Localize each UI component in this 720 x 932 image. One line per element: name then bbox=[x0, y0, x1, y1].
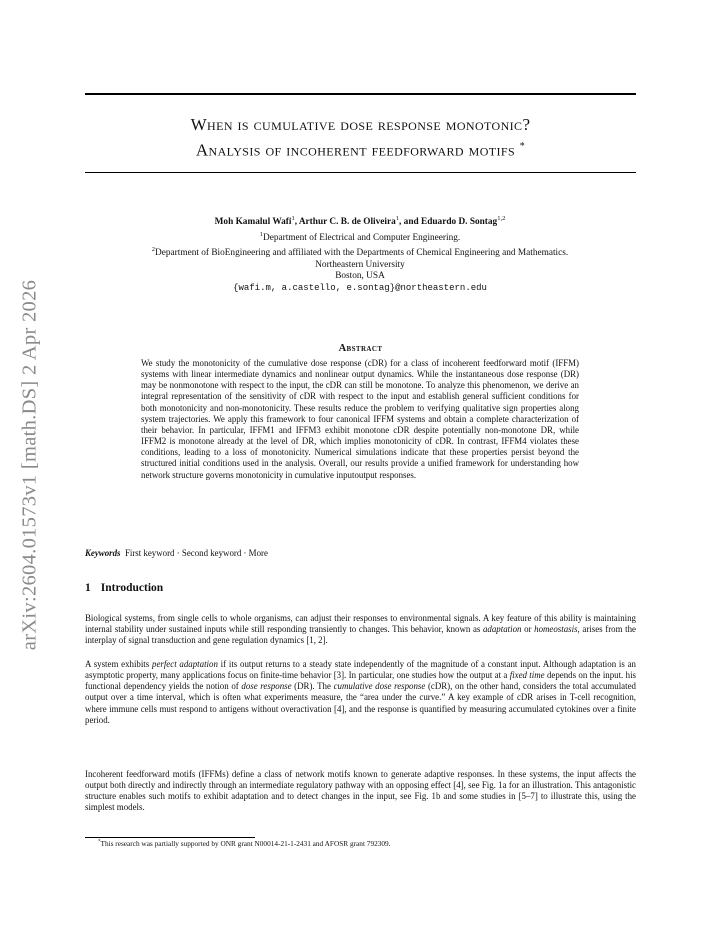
footnote-rule bbox=[85, 837, 255, 838]
abstract-text: We study the monotonicity of the cumulative dose response (cDR) for a class of incoherent feedforward motif (IFFM) systems with linear intermediate dynamics and nonlinear output dynamics. While the instantaneous dose response (DR) may be nonmonotone with respect to the input, the cDR can still be monotone. To analyze this phenomenon, we derive an integral representation of the sensitivity of cDR with respect to the input and establish general sufficient conditions for both monotonicity and non-monotonicity. These results reduce the problem to verifying qualitative sign properties along system trajectories. We apply this framework to four canonical IFFM systems and obtain a complete characterization of their behavior. In particular, IFFM1 and IFFM3 exhibit monotone cDR despite potentially non-monotone DR, while IFFM2 is monotone already at the level of DR, which implies monotonicity of cDR. In contrast, IFFM4 violates these conditions, leading to a loss of monotonicity. Numerical simulations indicate that these properties persist beyond the structured initial conditions used in the analysis. Overall, our results provide a unified framework for understanding how network structure governs monotonicity in cumulative inputoutput responses. bbox=[141, 358, 579, 480]
footnote-marker: * bbox=[98, 839, 101, 845]
intro-paragraph-1: Biological systems, from single cells to whole organisms, can adjust their responses to environmental signals. A key feature of this ability is maintaining internal stability under sustained inputs while still responding transiently to changes. This behavior, known as adaptation or homeostasis, arises from the interplay of signal transduction and gene regulation dynamics [1, 2]. bbox=[85, 613, 636, 646]
title-line-1: When is cumulative dose response monotonic? bbox=[190, 115, 531, 134]
footnote-text: This research was partially supported by ONR grant N00014-21-1-2431 and AFOSR grant 792309. bbox=[100, 839, 391, 848]
section-title: Introduction bbox=[100, 582, 164, 594]
intro-paragraph-2: A system exhibits perfect adaptation if its output returns to a steady state independently of the magnitude of a constant input. Although adaptation is an asymptotic property, many applications focus on finite-time behavior [3]. In particular, one studies how the output at a fixed time depends on the input. his functional dependency yields the notion of dose response (DR). The cumulative dose response (cDR), on the other hand, considers the total accumulated output over a time interval, which is often what experiments measure, the “area under the curve.” A key example of cDR arises in T-cell recognition, where immune cells must respond to antigens without overactivation [4], and the response is quantified by measuring accumulated cytokines over a finite period. bbox=[85, 659, 636, 725]
affiliation-2: $^2$Department of BioEngineering and affiliated with the Departments of Chemical Engineering and Mathematics. bbox=[151, 246, 569, 259]
section-heading-introduction bbox=[85, 582, 163, 594]
author-3: Eduardo D. Sontag bbox=[421, 217, 498, 228]
abstract-heading: Abstract bbox=[338, 343, 383, 354]
arxiv-identifier: arXiv:2604.01573v1 [math.DS] 2 Apr 2026 bbox=[18, 279, 41, 651]
location: Boston, USA bbox=[335, 271, 385, 282]
arxiv-sidebar bbox=[10, 250, 50, 680]
keywords-values: First keyword · Second keyword · More bbox=[124, 548, 268, 558]
keywords-label: Keywords bbox=[85, 548, 121, 558]
author-emails[interactable]: {wafi.m, a.castello, e.sontag}@northeastern.edu bbox=[233, 282, 487, 293]
paper-title bbox=[85, 114, 636, 162]
title-bottom-rule bbox=[85, 172, 636, 173]
section-number: 1 bbox=[85, 582, 91, 594]
title-top-rule bbox=[85, 93, 636, 95]
footnote bbox=[98, 839, 391, 848]
author-names: Moh Kamalul Wafi$^1$, Arthur C. B. de Oliveira$^1$, and Eduardo D. Sontag$^{1,2}$ bbox=[214, 215, 506, 228]
author-1: Moh Kamalul Wafi bbox=[214, 217, 292, 228]
author-2: Arthur C. B. de Oliveira bbox=[298, 217, 396, 228]
university: Northeastern University bbox=[315, 259, 405, 270]
intro-paragraph-3: Incoherent feedforward motifs (IFFMs) define a class of network motifs known to generate adaptive responses. In these systems, the input affects the output both directly and indirectly through an intermediate regulatory pathway with an opposing effect [4], see Fig. 1a for an illustration. This antagonistic structure enables such motifs to exhibit adaptation and to detect changes in the input, see Fig. 1b and some studies in [5–7] to illustrate this, using the simplest models. bbox=[85, 769, 636, 813]
title-footnote-marker: * bbox=[519, 141, 526, 152]
keywords-line bbox=[85, 548, 636, 558]
affiliation-1: $^1$Department of Electrical and Computer Engineering. bbox=[259, 230, 461, 243]
author-block bbox=[70, 213, 650, 294]
title-line-2: Analysis of incoherent feedforward motifs * bbox=[195, 140, 526, 160]
